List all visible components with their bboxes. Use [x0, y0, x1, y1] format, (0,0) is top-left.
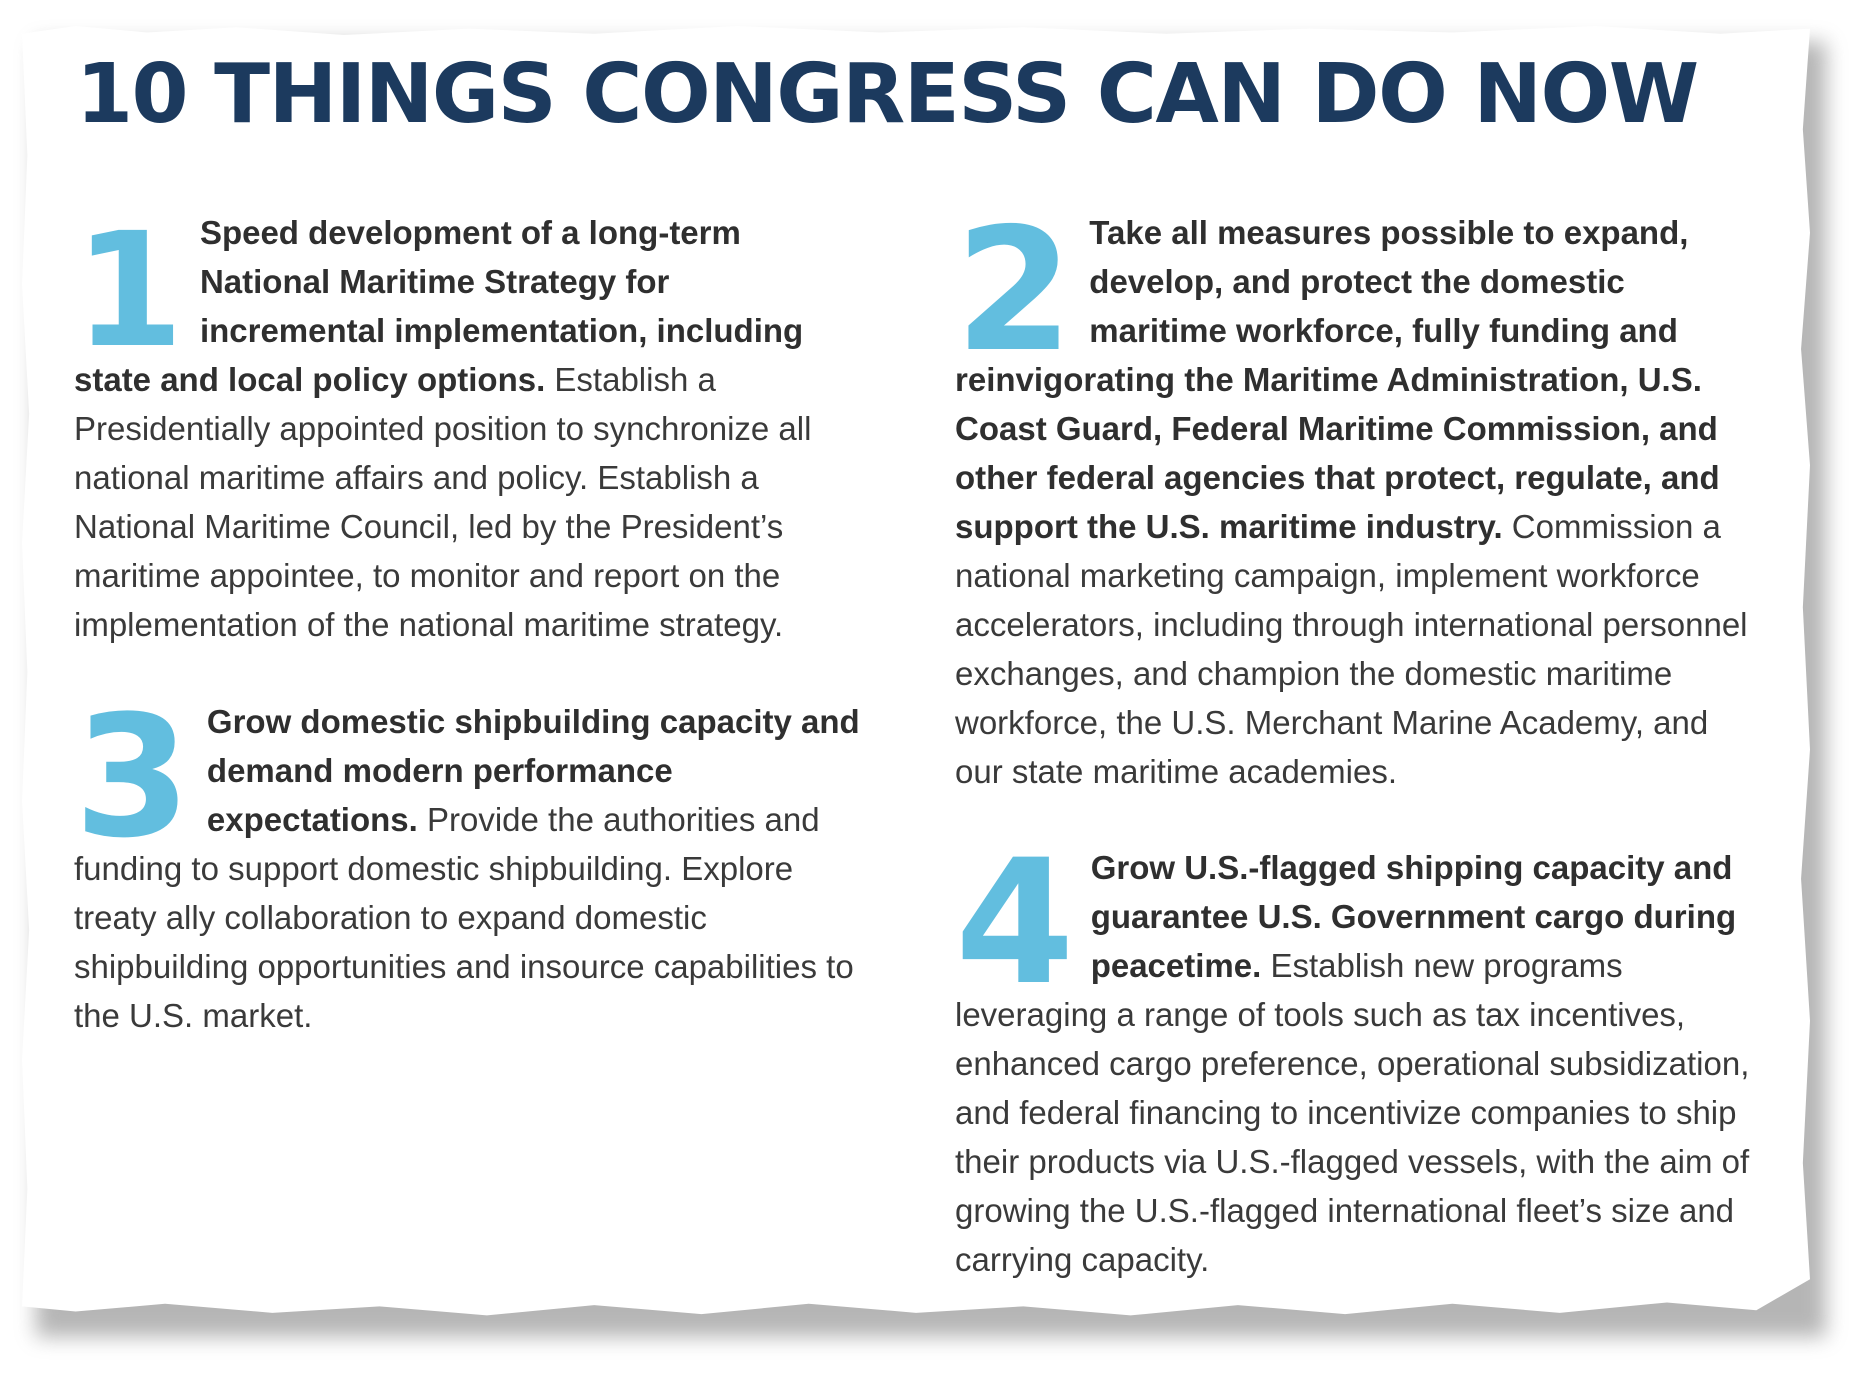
- item-number-2: 2: [955, 192, 1074, 390]
- item-number-4: 4: [955, 822, 1075, 1023]
- item-body-3: Provide the authorities and funding to support domestic shipbuilding. Explore treaty ally collaboration to expand domestic shipbuilding opportunities and insource capabilities to the U.S. market.: [74, 801, 854, 1034]
- item-body-4: Establish new programs leveraging a range of tools such as tax incentives, enhanced cargo preference, operational subsidization, and federal financing to incentivize companies to ship their products via U.S.-flagged vessels, with the aim of growing the U.S.-flagged international fleet’s size and carrying capacity.: [955, 947, 1750, 1278]
- item-lead-4: Grow U.S.-flagged shipping capacity and guarantee U.S. Government cargo during peacetime.: [1090, 849, 1737, 984]
- action-item-2: [955, 192, 1765, 796]
- item-number-1: 1: [74, 199, 184, 383]
- item-lead-3: Grow domestic shipbuilding capacity and demand modern performance expectations.: [206, 703, 860, 838]
- action-item-1: [74, 199, 854, 649]
- item-number-3: 3: [74, 679, 191, 875]
- item-lead-1: Speed development of a long-term National Maritime Strategy for incremental implementation, including state and local policy options.: [74, 214, 804, 398]
- item-lead-2: Take all measures possible to expand, develop, and protect the domestic maritime workforce, fully funding and reinvigorating the Maritime Administration, U.S. Coast Guard, Federal Maritime Commission, and other federal agencies that protect, regulate, and support the U.S. maritime industry.: [955, 214, 1720, 545]
- page-title: 10 THINGS CONGRESS CAN DO NOW: [76, 47, 1698, 142]
- item-body-1: Establish a Presidentially appointed position to synchronize all national maritime affairs and policy. Establish a National Maritime Council, led by the President’s maritime appointee, to monitor and report on the implementation of the national maritime strategy.: [74, 361, 812, 643]
- item-body-2: Commission a national marketing campaign, implement workforce accelerators, including through international personnel exchanges, and champion the domestic maritime workforce, the U.S. Merchant Marine Academy, and our state maritime academies.: [955, 508, 1748, 790]
- action-item-3: [74, 679, 884, 1040]
- action-item-4: [955, 822, 1765, 1284]
